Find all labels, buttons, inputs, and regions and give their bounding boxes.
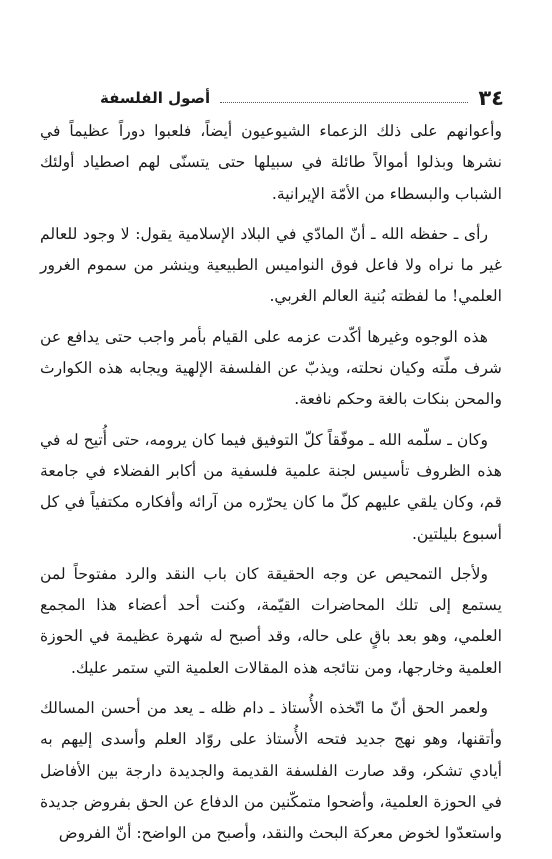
paragraph: ولأجل التمحيص عن وجه الحقيقة كان باب النقد والرد مفتوحاً لمن يستمع إلى تلك المحاضرات القيّمة، وكنت أحد أعضاء هذا المجمع العلمي، وهو بعد باقٍ على حاله، وقد أصبح له شهرة عظيمة في الحوزة العلمية وخارجها، ومن نتائجه هذه المقالات العلمية التي ستمر عليك. — [40, 564, 502, 677]
running-title: أصول الفلسفة — [100, 88, 211, 107]
header-dotted-rule — [220, 102, 468, 103]
paragraph: هذه الوجوه وغيرها أكّدت عزمه على القيام بأمر واجب حتى يدافع عن شرف ملّته وكيان نحلته، ويذبّ عن الفلسفة الإلهية ويجابه هذه الكوارث والمحن بنكات بالغة وحكم نافعة. — [40, 327, 502, 409]
paragraph: وأعوانهم على ذلك الزعماء الشيوعيون أيضاً، فلعبوا دوراً عظيماً في نشرها وبذلوا أموالاً طائلة في سبيلها حتى يتسنّى لهم اصطياد أولئك الشباب والبسطاء من الأمّة الإيرانية. — [40, 122, 502, 203]
paragraph: رأى ـ حفظه الله ـ أنّ المادّي في البلاد الإسلامية يقول: لا وجود للعالم غير ما نراه ولا فاعل فوق النواميس الطبيعية وينشر من سموم الغرور العلمي! ما لفظته بُنية العالم الغربي. — [40, 224, 502, 306]
body-text — [40, 116, 502, 859]
page-header — [100, 84, 504, 112]
paragraph: وكان ـ سلّمه الله ـ موفّقاً كلّ التوفيق فيما كان يرومه، حتى أُتيح له في هذه الظروف تأسيس لجنة علمية فلسفية من أكابر الفضلاء في جامعة قم، وكان يلقي عليهم كلّ ما كان يحرّره من آرائه وأفكاره مكتفياً في كل أسبوع بليلتين. — [40, 430, 502, 543]
page-number: ٣٤ — [478, 85, 504, 110]
paragraph: ولعمر الحق أنّ ما اتّخذه الأُستاذ ـ دام ظله ـ يعد من أحسن المسالك وأتقنها، وهو نهج جديد فتحه الأُستاذ على روّاد العلم وأسدى إليهم به أيادي تشكر، وقد صارت الفلسفة القديمة والجديدة دارجة بين الأفاضل في الحوزة العلمية، وأضحوا متمكّنين من الدفاع عن الحق بفروض جديدة واستعدّوا لخوض معركة البحث والنقد، وأصبح من الواضح: أنّ الفروض — [40, 699, 502, 843]
